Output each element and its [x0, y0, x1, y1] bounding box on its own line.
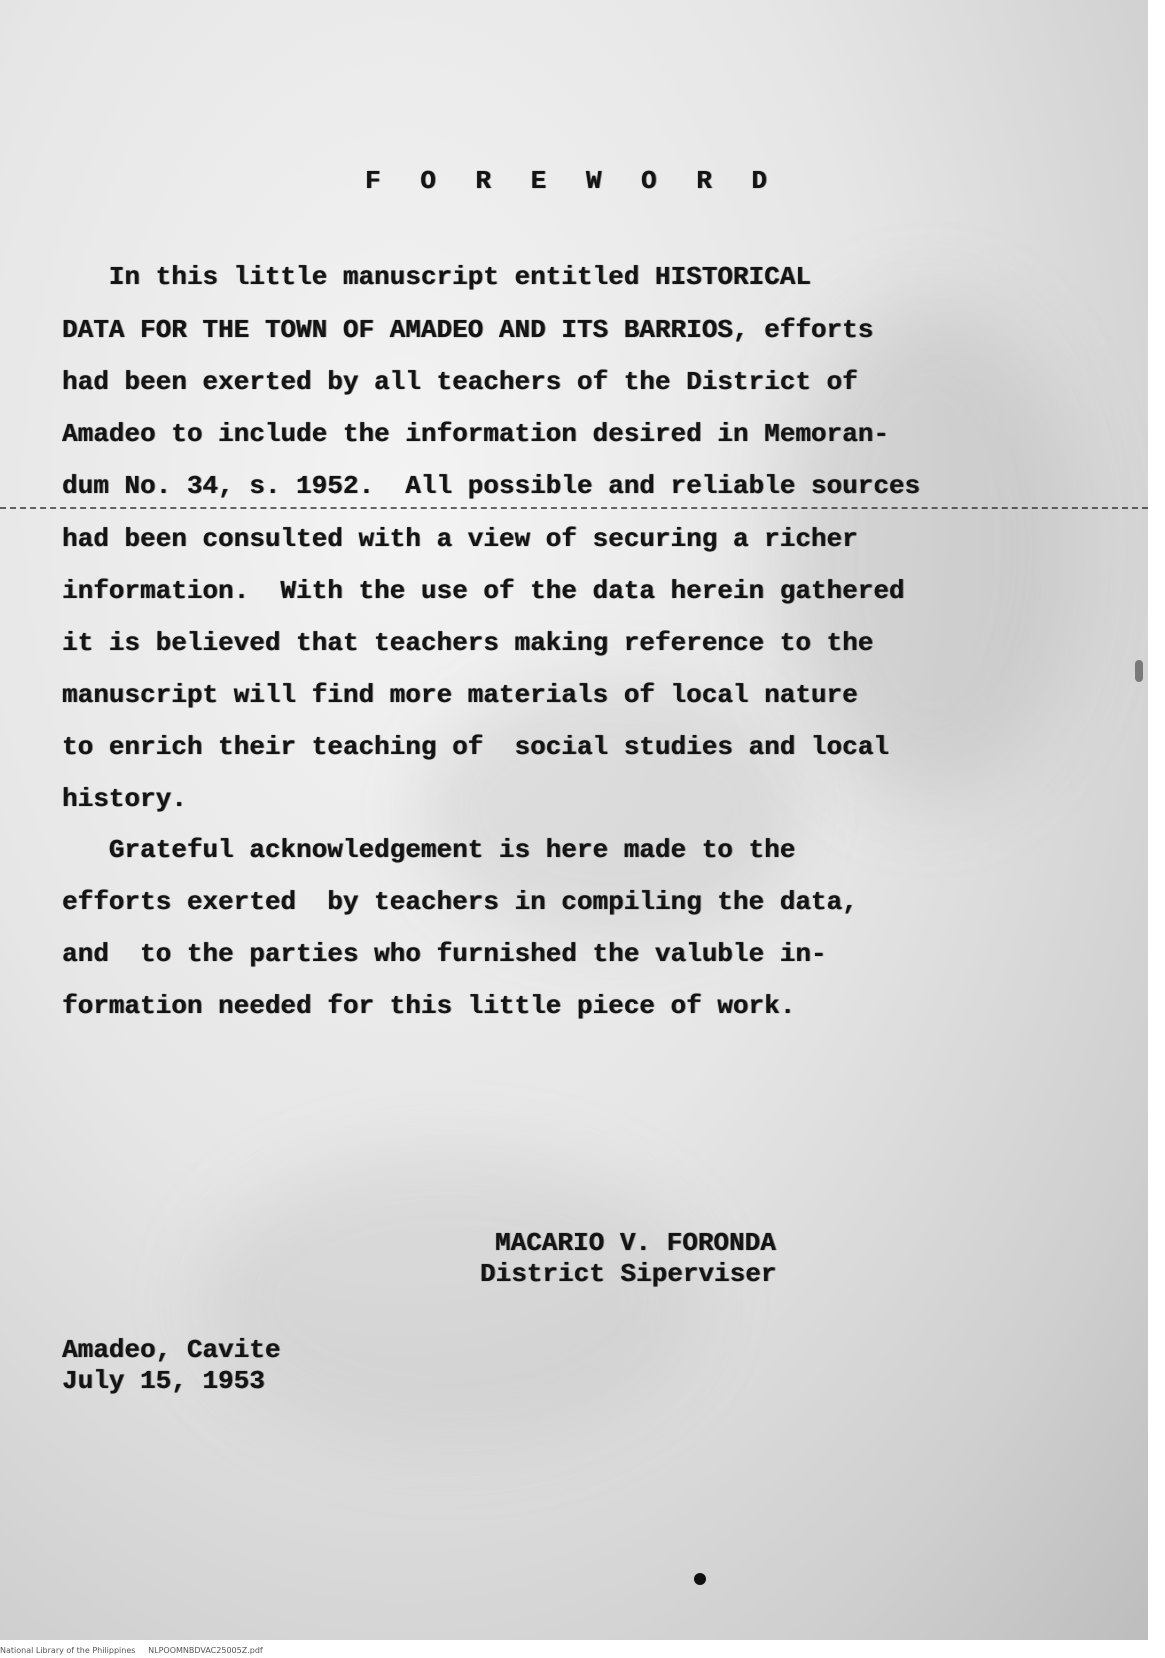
signatory-name: MACARIO V. FORONDA	[495, 1228, 776, 1258]
paper-stain	[200, 1150, 700, 1450]
paragraph-line: formation needed for this little piece of work.	[62, 991, 796, 1021]
paragraph-line: In this little manuscript entitled HISTORICAL	[62, 262, 811, 292]
paragraph-line: history.	[62, 784, 187, 814]
paragraph-line: Amadeo to include the information desired in Memoran-	[62, 419, 889, 449]
paragraph-line: efforts exerted by teachers in compiling the data,	[62, 887, 858, 917]
place: Amadeo, Cavite	[62, 1335, 281, 1365]
paragraph-line: it is believed that teachers making reference to the	[62, 628, 874, 658]
paragraph-line: DATA FOR THE TOWN OF AMADEO AND ITS BARRIOS, efforts	[62, 315, 874, 345]
strikethrough-line	[0, 507, 1148, 509]
signature-block	[480, 1228, 776, 1290]
paragraph-line: to enrich their teaching of social studies and local	[62, 732, 889, 762]
footer-source: National Library of the Philippines NLPOOMNBDVAC25005Z.pdf	[0, 1646, 263, 1655]
paragraph-line: had been consulted with a view of securing a richer	[62, 524, 858, 554]
paragraph-line: manuscript will find more materials of local nature	[62, 680, 858, 710]
paragraph-line: Grateful acknowledgement is here made to the	[62, 835, 796, 865]
ink-dot	[694, 1573, 706, 1585]
page-title: F O R E W O R D	[365, 166, 780, 196]
date: July 15, 1953	[62, 1366, 265, 1396]
paragraph-line: and to the parties who furnished the valuble in-	[62, 939, 827, 969]
paragraph-line: dum No. 34, s. 1952. All possible and reliable sources	[62, 471, 921, 501]
signatory-position: District Siperviser	[480, 1259, 777, 1289]
page-margin	[1148, 0, 1165, 1640]
paragraph-line: had been exerted by all teachers of the District of	[62, 367, 858, 397]
edge-mark	[1135, 660, 1143, 682]
place-date-block	[62, 1335, 280, 1397]
paragraph-line: information. With the use of the data herein gathered	[62, 576, 905, 606]
